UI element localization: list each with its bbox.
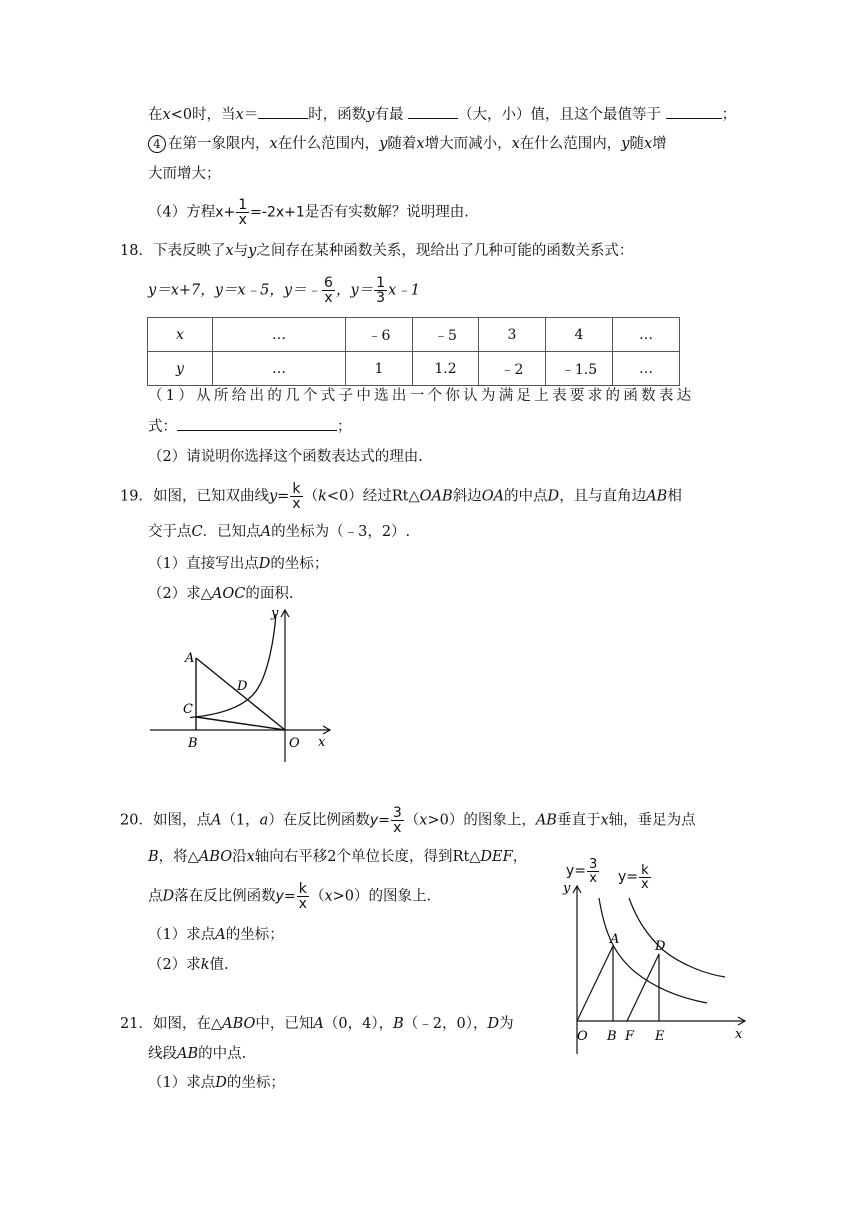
formula-list: y＝x+7，y＝x﹣5，y＝﹣	[148, 282, 322, 299]
label-c: C	[183, 702, 193, 717]
q18-part2	[148, 447, 423, 467]
text: 在什么范围内，	[519, 136, 622, 152]
q19-line2	[148, 522, 410, 542]
table-cell: ﹣6	[346, 318, 413, 352]
text: ；	[337, 419, 352, 435]
text: 的坐标；	[225, 927, 284, 943]
text: 的中点	[504, 488, 548, 505]
text: ，且与直角边	[559, 488, 647, 505]
text: （	[404, 812, 420, 829]
table-cell: y	[148, 352, 213, 386]
text: ；	[721, 107, 737, 123]
label-x: x	[318, 735, 326, 750]
text: （1，	[221, 812, 260, 829]
q20-figure	[555, 877, 755, 1060]
text: 的坐标为（﹣3，2）.	[271, 524, 411, 540]
text: （1）求点	[148, 1075, 216, 1091]
text: y=	[566, 863, 587, 879]
answer-blank-1[interactable]	[258, 104, 308, 119]
var-k: k	[318, 488, 327, 505]
hyperbola-curve	[190, 614, 276, 718]
segment-oa	[577, 946, 613, 1021]
text: 点	[148, 888, 163, 905]
label-b: B	[607, 1029, 617, 1044]
answer-blank-2[interactable]	[408, 104, 458, 119]
numerator: k	[297, 882, 309, 897]
var-d: D	[258, 556, 271, 572]
table-cell: 1.2	[413, 352, 479, 386]
circled-number-4: 4	[148, 135, 166, 153]
numerator: k	[290, 482, 302, 497]
var-a: A	[260, 524, 272, 540]
var-x: x	[269, 136, 278, 152]
text: （1）从所给出的几个式子中选出一个你认为满足上表要求的函数表达	[148, 388, 695, 404]
q19-part1	[148, 554, 328, 574]
q19-figure	[140, 600, 340, 770]
table-cell: …	[213, 318, 346, 352]
var-x: x	[416, 136, 425, 152]
var-d: D	[215, 1075, 227, 1091]
text: 在什么范围内，	[277, 136, 380, 152]
denominator: x	[238, 212, 247, 228]
text: 随	[629, 136, 644, 152]
var-ab: AB	[535, 812, 557, 829]
text: 的面积.	[245, 586, 294, 602]
q20-part1	[148, 925, 284, 945]
label-y: y	[563, 881, 571, 896]
q20-line3	[148, 882, 431, 911]
fraction-1-over-3	[374, 276, 387, 305]
label-d: D	[655, 939, 666, 954]
table-cell: 4	[546, 318, 613, 352]
q17-item4-line2	[148, 164, 221, 184]
denominator: x	[324, 290, 333, 306]
q17-continuation-line	[148, 104, 736, 125]
label-b: B	[188, 736, 198, 751]
text: 落在反比例函数	[174, 888, 276, 905]
text: ．已知点	[202, 524, 261, 540]
text: （4）方程	[148, 204, 216, 221]
text: ，	[512, 849, 528, 865]
text: y=	[618, 869, 639, 885]
text: 中，已知	[255, 1016, 314, 1032]
text: 斜边	[452, 488, 482, 505]
text: （大，小）值，且这个最值等于	[458, 107, 662, 123]
var-x: x	[246, 849, 255, 865]
text: （2）请说明你选择这个函数表达式的理由.	[148, 449, 423, 465]
var-a-lower: a	[259, 812, 269, 829]
label-o: O	[289, 736, 300, 751]
q18-part1-line2	[148, 416, 352, 437]
var-x: x	[511, 136, 520, 152]
text: >0）的图象上.	[332, 888, 432, 905]
q21-stem	[120, 1014, 514, 1034]
var-y: y=	[268, 488, 290, 505]
equation-rhs: =-2x+1	[250, 204, 305, 221]
denominator: x	[298, 896, 307, 912]
table-cell: 1	[346, 352, 413, 386]
label-o: O	[577, 1029, 588, 1044]
text: 有最	[374, 107, 404, 123]
numerator: 1	[376, 275, 386, 291]
text: 的中点.	[198, 1046, 247, 1062]
text: （1）直接写出点	[148, 556, 259, 572]
text: （2）求	[148, 957, 201, 973]
text: （	[303, 488, 319, 505]
label-a: A	[610, 932, 620, 947]
var-y: y=	[369, 812, 390, 829]
fraction-3-over-x	[391, 806, 404, 835]
answer-blank-3[interactable]	[666, 104, 722, 119]
q20-stem	[120, 806, 696, 835]
var-k: k	[200, 957, 210, 973]
text: 为	[499, 1016, 514, 1032]
var-ab: AB	[646, 488, 668, 505]
text: 轴向右平移2个单位长度，得到Rt△	[254, 849, 481, 865]
var-d: D	[162, 888, 175, 905]
q17-item4-line1	[148, 134, 667, 154]
table-row	[148, 352, 680, 386]
var-c: C	[191, 524, 203, 540]
numerator: 3	[589, 857, 598, 872]
curve-y-3-over-x	[599, 898, 707, 1003]
text: 增	[652, 136, 667, 152]
var-abo: ABO	[222, 1016, 256, 1032]
var-d: D	[487, 1016, 500, 1032]
var-d: D	[547, 488, 560, 505]
var-x: x	[162, 107, 171, 123]
text: 交于点	[148, 524, 192, 540]
label-d: D	[237, 679, 248, 694]
table-cell: ﹣1.5	[546, 352, 613, 386]
q18-formulas	[148, 276, 420, 305]
text: 式：	[148, 419, 177, 435]
formula-text: x﹣1	[388, 282, 420, 299]
denominator: x	[589, 871, 597, 886]
table-cell: ﹣2	[479, 352, 546, 386]
q21-part1	[148, 1073, 285, 1093]
q19-stem	[120, 482, 682, 511]
fraction-k-over-x	[290, 482, 302, 511]
numerator: 6	[324, 275, 333, 291]
var-oab: OAB	[419, 488, 453, 505]
table-cell: …	[613, 352, 680, 386]
var-y: y	[366, 107, 375, 123]
fraction-6-over-x	[322, 276, 335, 305]
var-y: y	[379, 136, 388, 152]
equation-lhs: x+	[215, 204, 236, 221]
text: （1）求点	[148, 927, 216, 943]
var-y: y	[621, 136, 630, 152]
text: （	[309, 888, 325, 905]
table-cell: …	[613, 318, 680, 352]
text: 19．如图，已知双曲线	[120, 488, 269, 505]
text: ＝	[243, 107, 259, 123]
function-value-table	[147, 317, 680, 386]
table-cell: 3	[479, 318, 546, 352]
fraction-1-over-x	[236, 198, 249, 227]
var-aoc: AOC	[211, 586, 246, 602]
table-row	[148, 318, 680, 352]
numerator: 1	[238, 197, 248, 213]
text: 时，函数	[308, 107, 367, 123]
var-abo: ABO	[198, 849, 233, 865]
label-a: A	[185, 651, 195, 666]
var-oa: OA	[481, 488, 505, 505]
text: 18．下表反映了	[120, 243, 226, 259]
text: 大而增大；	[148, 166, 221, 182]
text: 增大而减小，	[424, 136, 512, 152]
numerator: 3	[392, 805, 402, 821]
var-x: x	[419, 812, 428, 829]
label-f: F	[625, 1029, 635, 1044]
text: 随着	[387, 136, 417, 152]
text: 相	[667, 488, 682, 505]
q21-line2	[148, 1044, 246, 1064]
text: 在第一象限内，	[168, 136, 270, 152]
text: 轴，垂足为点	[608, 812, 696, 829]
text: <0时，当	[170, 107, 236, 123]
curve-y-k-over-x	[629, 898, 725, 977]
label-x: x	[735, 1027, 743, 1042]
text: <0）经过Rt△	[326, 488, 420, 505]
label-e: E	[655, 1029, 665, 1044]
text: 之间存在某种函数关系，现给出了几种可能的函数关系式：	[256, 243, 634, 259]
denominator: x	[393, 820, 402, 836]
var-x: x	[600, 812, 609, 829]
var-y: y=	[275, 888, 296, 905]
text: 是否有实数解？说明理由.	[304, 204, 469, 221]
table-cell: ﹣5	[413, 318, 479, 352]
numerator: k	[639, 864, 651, 878]
var-a: A	[215, 927, 226, 943]
denominator: x	[641, 877, 649, 892]
text: ，将△	[158, 849, 199, 865]
q17-part4	[148, 198, 469, 227]
fraction-k-over-x	[297, 882, 309, 911]
var-x: x	[643, 136, 653, 152]
denominator: x	[292, 496, 301, 512]
text: （0，4），	[323, 1016, 394, 1032]
var-def: DEF	[480, 849, 513, 865]
table-cell: …	[213, 352, 346, 386]
var-b: B	[148, 849, 159, 865]
text: >0）的图象上，	[427, 812, 536, 829]
var-x: x	[324, 888, 333, 905]
table-cell: x	[148, 318, 213, 352]
text: 线段	[148, 1046, 177, 1062]
segment-fd	[627, 954, 659, 1021]
text: 20．如图，点	[120, 812, 211, 829]
label-y: y	[271, 606, 279, 621]
denominator: 3	[376, 290, 386, 306]
q18-part1	[148, 386, 695, 406]
text: 21．如图，在△	[120, 1016, 223, 1032]
var-x: x	[225, 243, 234, 259]
text: 的坐标；	[270, 556, 329, 572]
answer-blank-expression[interactable]	[177, 416, 337, 431]
text: 的坐标；	[226, 1075, 285, 1091]
text: 沿	[232, 849, 247, 865]
var-b: B	[393, 1016, 404, 1032]
text: （﹣2，0），	[403, 1016, 488, 1032]
q18-stem	[120, 241, 633, 261]
var-a: A	[210, 812, 222, 829]
q20-part2	[148, 955, 229, 975]
text: 垂直于	[556, 812, 601, 829]
formula-text: ，y＝	[335, 282, 374, 299]
var-a: A	[313, 1016, 324, 1032]
var-ab: AB	[177, 1046, 199, 1062]
var-y: y	[248, 243, 257, 259]
text: 值.	[209, 957, 229, 973]
var-x: x	[235, 107, 244, 123]
q20-line2	[148, 847, 527, 867]
text: （2）求△	[148, 586, 212, 602]
text: 在	[148, 107, 163, 123]
text: 与	[233, 243, 249, 259]
text: ）在反比例函数	[268, 812, 370, 829]
